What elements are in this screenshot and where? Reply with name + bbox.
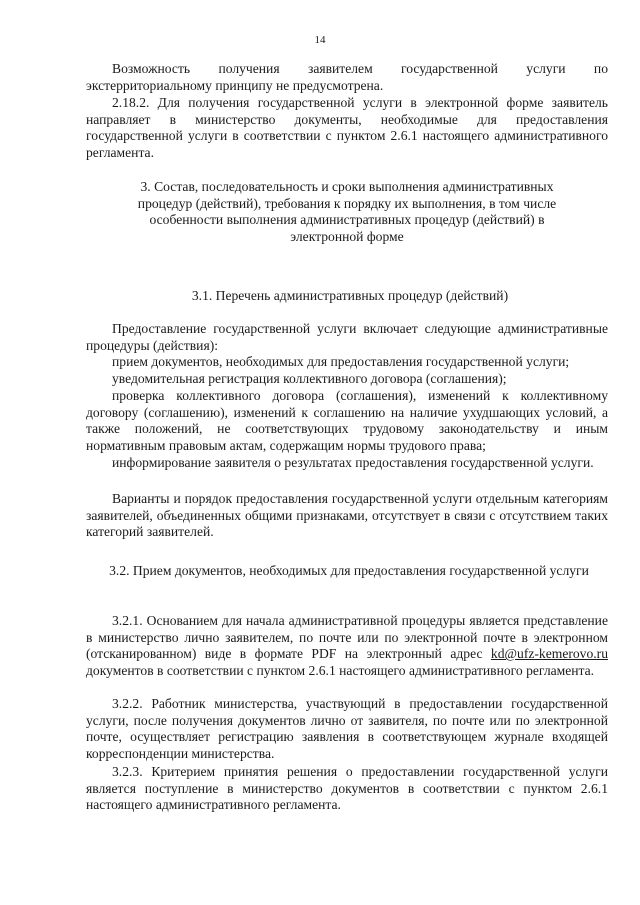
paragraph-variants: Варианты и порядок предоставления государственной услуги отдельным категориям заявителей, объединенных общими признаками, отсутствует в связи с отсутствием таких категорий заявителей. bbox=[86, 491, 608, 540]
procedure-list-item-4: информирование заявителя о результатах предоставления государственной услуги. bbox=[112, 455, 594, 470]
page-number: 14 bbox=[314, 34, 326, 46]
subsection-3-2-heading: 3.2. Прием документов, необходимых для предоставления государственной услуги bbox=[109, 563, 589, 578]
section-3-heading: 3. Состав, последовательность и сроки выполнения административных процедур (действий), требования к порядку их выполнения, в том числе особенности выполнения административных процедур (действий) в электронной форме bbox=[137, 179, 557, 244]
paragraph-extraterritorial: Возможность получения заявителем государственной услуги по экстерриториальному принципу не предусмотрена. bbox=[86, 61, 608, 93]
subsection-3-1-heading: 3.1. Перечень административных процедур (действий) bbox=[191, 288, 509, 303]
email-link[interactable]: kd@ufz-kemerovo.ru bbox=[490, 646, 608, 662]
procedure-list-item-1: прием документов, необходимых для предоставления государственной услуги; bbox=[112, 354, 570, 369]
paragraph-3-2-2: 3.2.2. Работник министерства, участвующий в предоставлении государственной услуги, после получения документов лично от заявителя, по почте или по электронной почте, осуществляет регистрацию заявления в соответствующем журнале входящей корреспонденции министерства. bbox=[86, 696, 608, 761]
paragraph-2-18-2: 2.18.2. Для получения государственной услуги в электронной форме заявитель направляет в министерство документы, необходимые для предоставления государственной услуги в соответствии с пунктом 2.6.1 настоящего административного регламента. bbox=[86, 95, 608, 160]
paragraph-3-2-3: 3.2.3. Критерием принятия решения о предоставлении государственной услуги является поступление в министерство документов в соответствии с пунктом 2.6.1 настоящего административного регламента. bbox=[86, 764, 608, 813]
paragraph-3-2-1-text-end: документов в соответствии с пунктом 2.6.1 настоящего административного регламента. bbox=[86, 662, 595, 678]
procedure-list-item-3: проверка коллективного договора (соглашения), изменений к коллективному договору (соглашению), изменений к соглашению на наличие ухудшающих условий, а также положений, не соответствующих трудовому законодательству и иным нормативным правовым актам, содержащим нормы трудового права; bbox=[86, 388, 608, 453]
paragraph-3-2-1-text: 3.2.1. Основанием для начала административной процедуры является представление в министерство лично заявителем, по почте или по электронной почте в электронном (отсканированном) виде в формате PDF на электронный адрес bbox=[86, 613, 608, 662]
procedure-list-item-2: уведомительная регистрация коллективного договора (соглашения); bbox=[112, 371, 507, 386]
paragraph-3-1-intro: Предоставление государственной услуги включает следующие административные процедуры (действия): bbox=[86, 321, 608, 353]
paragraph-3-2-1 bbox=[86, 613, 608, 679]
